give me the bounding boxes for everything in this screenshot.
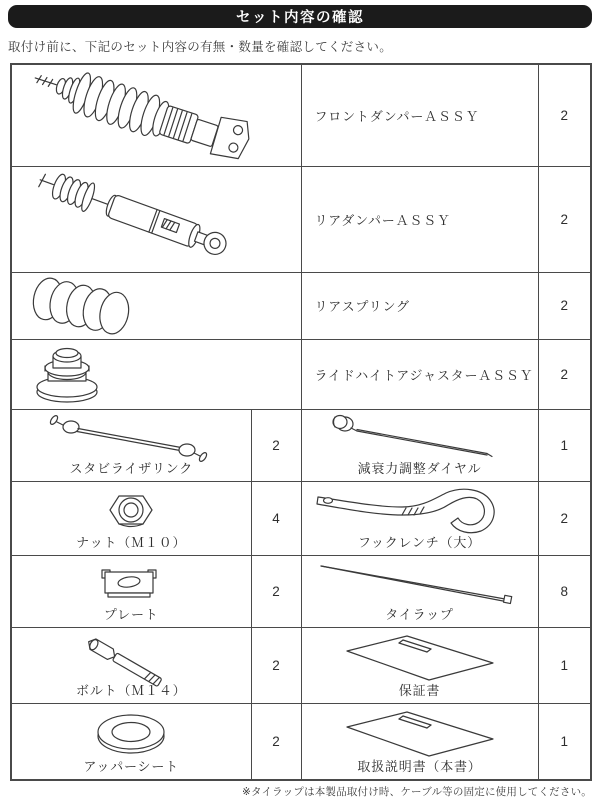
part-cell xyxy=(301,555,538,627)
part-qty: 2 xyxy=(538,339,591,409)
hook-wrench-icon xyxy=(310,485,530,535)
part-qty: 2 xyxy=(251,703,301,780)
part-cell xyxy=(11,481,251,555)
part-qty: 2 xyxy=(538,272,591,339)
part-cell xyxy=(11,627,251,703)
part-qty: 8 xyxy=(538,555,591,627)
part-cell xyxy=(301,409,538,481)
part-qty: 2 xyxy=(538,481,591,555)
part-label: リアダンパーＡＳＳＹ xyxy=(301,166,538,272)
part-qty: 2 xyxy=(251,555,301,627)
footnote-text: ※タイラップは本製品取付け時、ケーブル等の固定に使用してください。 xyxy=(241,785,592,798)
part-label: リアスプリング xyxy=(301,272,538,339)
table-row xyxy=(11,272,591,339)
part-qty: 2 xyxy=(251,409,301,481)
part-cell xyxy=(11,409,251,481)
part-qty: 2 xyxy=(251,627,301,703)
part-label: ライドハイトアジャスターＡＳＳＹ xyxy=(301,339,538,409)
part-qty: 4 xyxy=(251,481,301,555)
rear-damper-assy-icon xyxy=(11,166,301,272)
table-row xyxy=(11,555,591,627)
upper-seat-icon xyxy=(76,707,186,759)
part-qty: 1 xyxy=(538,409,591,481)
part-cell xyxy=(301,703,538,780)
section-header xyxy=(8,5,592,28)
part-label: フックレンチ（大） xyxy=(358,534,481,550)
part-label: ボルト（Ｍ１４） xyxy=(76,682,187,698)
table-row xyxy=(11,64,591,166)
front-damper-assy-icon xyxy=(11,64,301,166)
table-row xyxy=(11,703,591,780)
stabilizer-link-icon xyxy=(31,413,231,461)
part-cell xyxy=(301,627,538,703)
part-label: アッパーシート xyxy=(83,758,179,774)
part-qty: 2 xyxy=(538,166,591,272)
plate-icon xyxy=(91,559,171,607)
tie-wrap-icon xyxy=(307,559,532,607)
table-row xyxy=(11,166,591,272)
table-row xyxy=(11,481,591,555)
part-cell xyxy=(11,555,251,627)
part-label: 取扱説明書（本書） xyxy=(357,758,482,774)
part-cell xyxy=(11,703,251,780)
part-label: フロントダンパーＡＳＳＹ xyxy=(301,64,538,166)
table-row xyxy=(11,409,591,481)
part-qty: 1 xyxy=(538,627,591,703)
table-row xyxy=(11,627,591,703)
part-label: タイラップ xyxy=(385,606,454,622)
ride-height-adjuster-icon xyxy=(11,339,301,409)
instruction-manual-icon xyxy=(315,707,525,759)
part-label: プレート xyxy=(103,606,159,622)
bolt-m14-icon xyxy=(76,631,186,683)
section-title: セット内容の確認 xyxy=(236,10,364,26)
part-label: 保証書 xyxy=(398,682,441,698)
damping-adjust-dial-icon xyxy=(315,413,525,461)
part-label: スタビライザリンク xyxy=(69,460,194,476)
table-row xyxy=(11,339,591,409)
warranty-card-icon xyxy=(315,631,525,683)
intro-text: 取付け前に、下記のセット内容の有無・数量を確認してください。 xyxy=(8,40,393,54)
part-label: ナット（Ｍ１０） xyxy=(76,534,187,550)
part-label: 減衰力調整ダイヤル xyxy=(357,460,482,476)
parts-table xyxy=(10,63,592,781)
part-qty: 2 xyxy=(538,64,591,166)
manual-page xyxy=(0,5,600,798)
rear-spring-icon xyxy=(11,272,301,339)
part-qty: 1 xyxy=(538,703,591,780)
nut-m10-icon xyxy=(96,485,166,535)
part-cell xyxy=(301,481,538,555)
